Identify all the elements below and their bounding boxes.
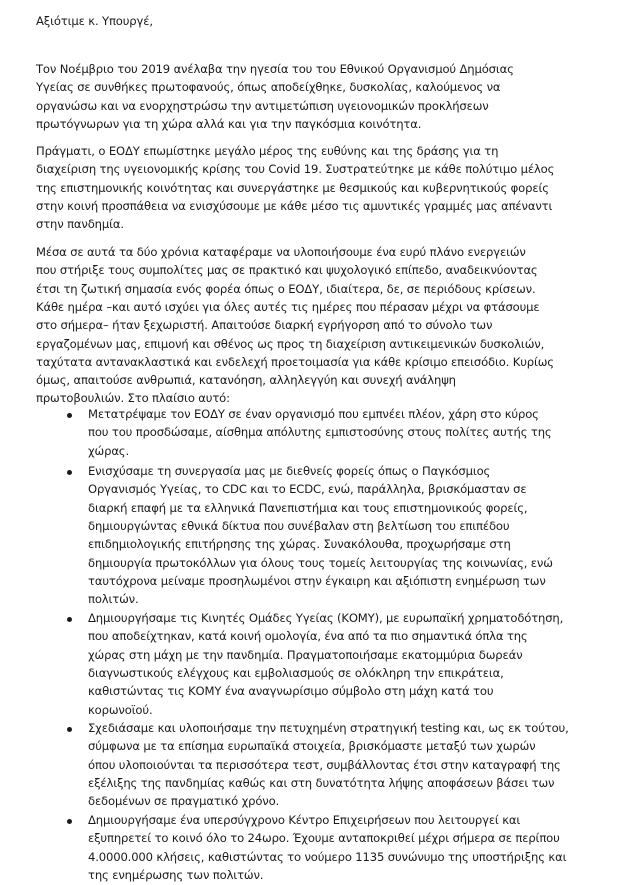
paragraph-line: ταχύτατα αντανακλαστικά και ενδελεχή προετοιμασία για κάθε κρίσιμο επεισόδιο. Κυρίως bbox=[36, 354, 554, 369]
paragraph-line: όμως, απαιτούσε ανθρωπιά, κατανόηση, αλληλεγγύη και συνεχή ανάληψη bbox=[36, 373, 456, 388]
bullet-line: χώρας. bbox=[88, 443, 129, 458]
bullet-line: όπου υλοποιούνται τα περισσότερα τεστ, συμβάλλοντας έτσι στην καταγραφή της bbox=[88, 757, 561, 772]
bullet-line: επιδημιολογικής επιτήρησης της χώρας. Συνακόλουθα, προχωρήσαμε στη bbox=[88, 537, 511, 552]
bullet-line: Μετατρέψαμε τον ΕΟΔΥ σε έναν οργανισμό που εμπνέει πλέον, χάρη στο κύρος bbox=[88, 407, 539, 421]
paragraph-line: Πράγματι, ο ΕΟΔΥ επωμίστηκε μεγάλο μέρος της ευθύνης και της δράσης για τη bbox=[36, 144, 499, 158]
bullet-line: Οργανισμός Υγείας, το CDC και το ECDC, ενώ, παράλληλα, βρισκόμασταν σε bbox=[88, 482, 527, 497]
bullet-line: που του προσδώσαμε, αίσθημα απόλυτης εμπιστοσύνης στους πολίτες αυτής της bbox=[88, 425, 552, 440]
bullet-line: κορωνοϊού. bbox=[88, 702, 153, 717]
bullet-line: χώρας στη μάχη με την πανδημία. Πραγματοποιήσαμε εκατομμύρια δωρεάν bbox=[88, 647, 523, 662]
paragraph-line: στην κοινή προσπάθεια να ενισχύσουμε με κάθε μέσο τις αμυντικές γραμμές μας απέναντι bbox=[36, 198, 553, 213]
paragraph-line: διαχείριση της υγειονομικής κρίσης του Covid 19. Συστρατεύτηκε με κάθε πολύτιμο μέλος bbox=[36, 162, 555, 177]
bullet-line: δημιουργία πρωτοκόλλων για όλους τους τομείς λειτουργίας της κοινωνίας, ενώ bbox=[88, 555, 553, 570]
bullet-line: της ενημέρωσης των πολιτών. bbox=[88, 867, 264, 882]
bullet-icon bbox=[67, 470, 72, 475]
bullet-line: Σχεδιάσαμε και υλοποιήσαμε την πετυχημένη στρατηγική testing και, ως εκ τούτου, bbox=[88, 721, 569, 735]
paragraph-line: στην πανδημία. bbox=[36, 217, 124, 232]
bullet-line: διαγνωστικούς ελέγχους και εμβολιασμούς σε ολόκληρη την επικράτεια, bbox=[88, 665, 504, 680]
paragraph-line: εργαζομένων μας, επιμονή και σθένος ως προς τη διαχείριση αντικειμενικών δυσκολιών, bbox=[36, 336, 545, 351]
paragraph-line: της επιστημονικής κοινότητας και συνεργάστηκε με θεσμικούς και κυβερνητικούς φορείς bbox=[36, 180, 549, 195]
paragraph-line: οργανώσω και να ενορχηστρώσω την αντιμετώπιση υγειονομικών προκλήσεων bbox=[36, 98, 489, 113]
paragraph-line: Υγείας σε συνθήκες πρωτοφανούς, όπως αποδείχθηκε, δυσκολίας, καλούμενος να bbox=[36, 80, 501, 95]
bullet-line: διαρκή επαφή με τα ελληνικά Πανεπιστήμια και τους επιστημονικούς φορείς, bbox=[88, 500, 528, 515]
paragraph-line: Τον Νοέμβριο του 2019 ανέλαβα την ηγεσία του του Εθνικού Οργανισμού Δημόσιας bbox=[36, 62, 514, 76]
bullet-line: 4.0000.000 κλήσεις, καθιστώντας το νούμερο 1135 συνώνυμο της υποστήριξης και bbox=[88, 849, 567, 864]
bullet-line: Δημιουργήσαμε ένα υπερσύγχρονο Κέντρο Επιχειρήσεων που λειτουργεί και bbox=[88, 813, 521, 827]
bullet-line: δημιουργώντας εθνικά δίκτυα που συνέβαλαν στη βελτίωση του επιπέδου bbox=[88, 518, 510, 533]
bullet-icon bbox=[67, 727, 72, 732]
paragraph-line: Μέσα σε αυτά τα δύο χρόνια καταφέραμε να υλοποιήσουμε ένα ευρύ πλάνο ενεργειών bbox=[36, 245, 526, 259]
bullet-line: δεδομένων σε πραγματικό χρόνο. bbox=[88, 794, 280, 809]
paragraph-line: που στήριξε τους συμπολίτες μας σε πρακτικό και ψυχολογικό επίπεδο, αναδεικνύοντας bbox=[36, 263, 538, 278]
bullet-line: σύμφωνα με τα επίσημα ευρωπαϊκά στοιχεία, βρισκόμαστε μεταξύ των χωρών bbox=[88, 739, 536, 754]
bullet-line: εξυπηρετεί το κοινό όλο το 24ωρο. Έχουμε ανταποκριθεί μέχρι σήμερα σε περίπου bbox=[88, 831, 560, 846]
bullet-line: που αποδείχτηκαν, κατά κοινή ομολογία, ένα από τα πιο σημαντικά όπλα της bbox=[88, 629, 528, 644]
bullet-line: Ενισχύσαμε τη συνεργασία μας με διεθνείς φορείς όπως ο Παγκόσμιος bbox=[88, 464, 491, 478]
bullet-line: Δημιουργήσαμε τις Κινητές Ομάδες Υγείας (ΚΟΜΥ), με ευρωπαϊκή χρηματοδότηση, bbox=[88, 611, 564, 625]
bullet-line: ταυτόχρονα μείναμε προσηλωμένοι στην έγκαιρη και αξιόπιστη ενημέρωση των bbox=[88, 573, 546, 588]
bullet-icon bbox=[67, 413, 72, 418]
paragraph-line: στο σήμερα– ήταν ξεχωριστή. Απαιτούσε διαρκή εγρήγορση από το σύνολο των bbox=[36, 318, 493, 333]
paragraph-line: Κάθε ημέρα –και αυτό ισχύει για όλες αυτές τις ημέρες που πέρασαν μέχρι να φτάσουμε bbox=[36, 299, 540, 314]
bullet-icon bbox=[67, 819, 72, 824]
bullet-icon bbox=[67, 617, 72, 622]
bullet-line: πολιτών. bbox=[88, 592, 139, 607]
paragraph-line: πρωτόγνωρων για τη χώρα αλλά και για την παγκόσμια κοινότητα. bbox=[36, 116, 422, 131]
paragraph-line: πρωτοβουλιών. Στο πλαίσιο αυτό: bbox=[36, 391, 230, 406]
paragraph-line: έτσι τη ζωτική σημασία ενός φορέα όπως ο ΕΟΔΥ, ιδιαίτερα, δε, σε περιόδους κρίσεων. bbox=[36, 281, 536, 296]
salutation: Αξιότιμε κ. Υπουργέ, bbox=[36, 14, 153, 28]
bullet-line: εξέλιξης της πανδημίας καθώς και στη δυνατότητα λήψης αποφάσεων βάσει των bbox=[88, 775, 555, 790]
bullet-line: καθιστώντας τις ΚΟΜΥ ένα αναγνωρίσιμο σύμβολο στη μάχη κατά του bbox=[88, 684, 494, 699]
